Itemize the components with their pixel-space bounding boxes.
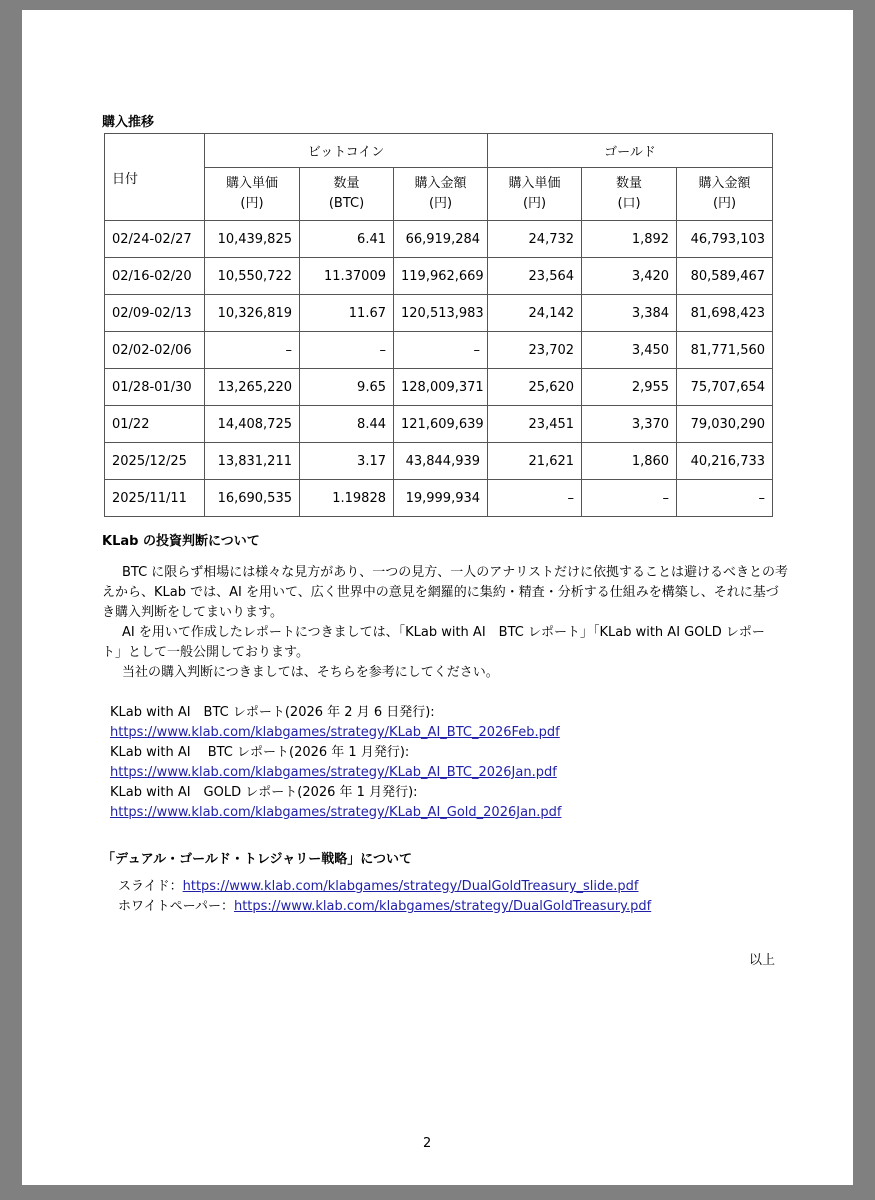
report-label-btc-feb: KLab with AI BTC レポート(2026 年 2 月 6 日発行): — [110, 705, 435, 720]
row-date: 02/16-02/20 — [105, 258, 205, 295]
cell-btc-amount: 119,962,669 — [394, 258, 488, 295]
investment-paragraphs — [102, 563, 789, 683]
cell-gold-qty: 3,384 — [582, 295, 677, 332]
cell-btc-qty: 9.65 — [300, 369, 394, 406]
bitcoin-group-header: ビットコイン — [205, 134, 488, 168]
report-link-gold-jan[interactable]: https://www.klab.com/klabgames/strategy/KLab_AI_Gold_2026Jan.pdf — [110, 805, 562, 820]
cell-btc-amount: – — [394, 332, 488, 369]
para1-line3: き購入判断をしてまいります。 — [102, 605, 283, 620]
slide-link[interactable]: https://www.klab.com/klabgames/strategy/DualGoldTreasury_slide.pdf — [182, 879, 639, 894]
cell-gold-qty: 3,450 — [582, 332, 677, 369]
cell-btc-qty: 1.19828 — [300, 480, 394, 517]
report-link-btc-jan[interactable]: https://www.klab.com/klabgames/strategy/KLab_AI_BTC_2026Jan.pdf — [110, 765, 557, 780]
cell-gold-amount: 79,030,290 — [677, 406, 773, 443]
cell-gold-qty: 2,955 — [582, 369, 677, 406]
cell-btc-amount: 43,844,939 — [394, 443, 488, 480]
row-date: 02/24-02/27 — [105, 221, 205, 258]
cell-btc-price: 14,408,725 — [205, 406, 300, 443]
table-row — [105, 332, 773, 369]
whitepaper-label: ホワイトペーパー： — [118, 899, 234, 914]
btc-amount-header: 購入金額 (円) — [394, 168, 488, 221]
cell-btc-price: 13,831,211 — [205, 443, 300, 480]
cell-btc-qty: 6.41 — [300, 221, 394, 258]
cell-btc-amount: 121,609,639 — [394, 406, 488, 443]
cell-gold-amount: 81,698,423 — [677, 295, 773, 332]
purchase-history-title: 購入推移 — [102, 115, 155, 130]
report-link-btc-feb[interactable]: https://www.klab.com/klabgames/strategy/KLab_AI_BTC_2026Feb.pdf — [110, 725, 560, 740]
cell-gold-qty: 3,420 — [582, 258, 677, 295]
document-page — [22, 10, 853, 1185]
cell-gold-amount: 40,216,733 — [677, 443, 773, 480]
page-number: 2 — [423, 1136, 432, 1151]
cell-btc-price: 10,326,819 — [205, 295, 300, 332]
cell-gold-amount: 46,793,103 — [677, 221, 773, 258]
btc-price-header: 購入単価 (円) — [205, 168, 300, 221]
cell-btc-price: 16,690,535 — [205, 480, 300, 517]
para2-line1: AI を用いて作成したレポートにつきましては、「KLab with AI BTC レポート」「KLab with AI GOLD レポー — [122, 625, 765, 640]
cell-gold-qty: 3,370 — [582, 406, 677, 443]
report-label-btc-jan: KLab with AI BTC レポート(2026 年 1 月発行): — [110, 745, 410, 760]
report-label-gold-jan: KLab with AI GOLD レポート(2026 年 1 月発行): — [110, 785, 418, 800]
row-date: 2025/11/11 — [105, 480, 205, 517]
cell-btc-price: 13,265,220 — [205, 369, 300, 406]
gold-price-header: 購入単価 (円) — [488, 168, 582, 221]
cell-btc-amount: 66,919,284 — [394, 221, 488, 258]
purchase-history-table — [104, 133, 773, 517]
cell-gold-price: 23,702 — [488, 332, 582, 369]
cell-btc-amount: 19,999,934 — [394, 480, 488, 517]
table-row — [105, 295, 773, 332]
cell-gold-price: 21,621 — [488, 443, 582, 480]
row-date: 01/22 — [105, 406, 205, 443]
gold-amount-header: 購入金額 (円) — [677, 168, 773, 221]
table-row — [105, 406, 773, 443]
cell-gold-qty: 1,892 — [582, 221, 677, 258]
row-date: 01/28-01/30 — [105, 369, 205, 406]
gold-qty-header: 数量 (口) — [582, 168, 677, 221]
cell-gold-price: 23,451 — [488, 406, 582, 443]
para1-line2: えから、KLab では、AI を用いて、広く世界中の意見を網羅的に集約・精査・分析する仕組みを構築し、それに基づ — [102, 585, 779, 600]
purchase-history-rows — [105, 221, 773, 517]
table-row — [105, 369, 773, 406]
cell-btc-price: 10,550,722 — [205, 258, 300, 295]
dual-gold-title: 「デュアル・ゴールド・トレジャリー戦略」について — [102, 852, 412, 867]
gold-group-header: ゴールド — [488, 134, 773, 168]
cell-btc-amount: 128,009,371 — [394, 369, 488, 406]
para1-line1: BTC に限らず相場には様々な見方があり、一つの見方、一人のアナリストだけに依拠することは避けるべきとの考 — [122, 565, 789, 580]
cell-gold-amount: 80,589,467 — [677, 258, 773, 295]
cell-gold-amount: 81,771,560 — [677, 332, 773, 369]
para2-line2: ト」として一般公開しております。 — [102, 645, 309, 660]
row-date: 02/02-02/06 — [105, 332, 205, 369]
cell-gold-price: 25,620 — [488, 369, 582, 406]
table-row — [105, 443, 773, 480]
closing-text: 以上 — [749, 953, 776, 968]
table-row — [105, 480, 773, 517]
cell-btc-qty: 11.37009 — [300, 258, 394, 295]
cell-gold-price: 24,732 — [488, 221, 582, 258]
whitepaper-link[interactable]: https://www.klab.com/klabgames/strategy/DualGoldTreasury.pdf — [233, 899, 652, 914]
cell-btc-qty: 3.17 — [300, 443, 394, 480]
date-header: 日付 — [105, 134, 205, 221]
cell-btc-qty: 8.44 — [300, 406, 394, 443]
cell-btc-qty: 11.67 — [300, 295, 394, 332]
cell-btc-price: 10,439,825 — [205, 221, 300, 258]
cell-gold-qty: 1,860 — [582, 443, 677, 480]
cell-btc-amount: 120,513,983 — [394, 295, 488, 332]
cell-btc-qty: – — [300, 332, 394, 369]
cell-gold-price: – — [488, 480, 582, 517]
btc-qty-header: 数量 (BTC) — [300, 168, 394, 221]
cell-gold-qty: – — [582, 480, 677, 517]
row-date: 2025/12/25 — [105, 443, 205, 480]
row-date: 02/09-02/13 — [105, 295, 205, 332]
table-row — [105, 258, 773, 295]
slide-label: スライド： — [118, 879, 183, 894]
cell-gold-price: 24,142 — [488, 295, 582, 332]
dual-gold-links — [118, 877, 651, 917]
cell-btc-price: – — [205, 332, 300, 369]
cell-gold-amount: 75,707,654 — [677, 369, 773, 406]
report-list — [110, 703, 562, 823]
cell-gold-amount: – — [677, 480, 773, 517]
cell-gold-price: 23,564 — [488, 258, 582, 295]
table-row — [105, 221, 773, 258]
para3: 当社の購入判断につきましては、そちらを参考にしてください。 — [122, 665, 499, 680]
investment-title: KLab の投資判断について — [102, 534, 260, 549]
